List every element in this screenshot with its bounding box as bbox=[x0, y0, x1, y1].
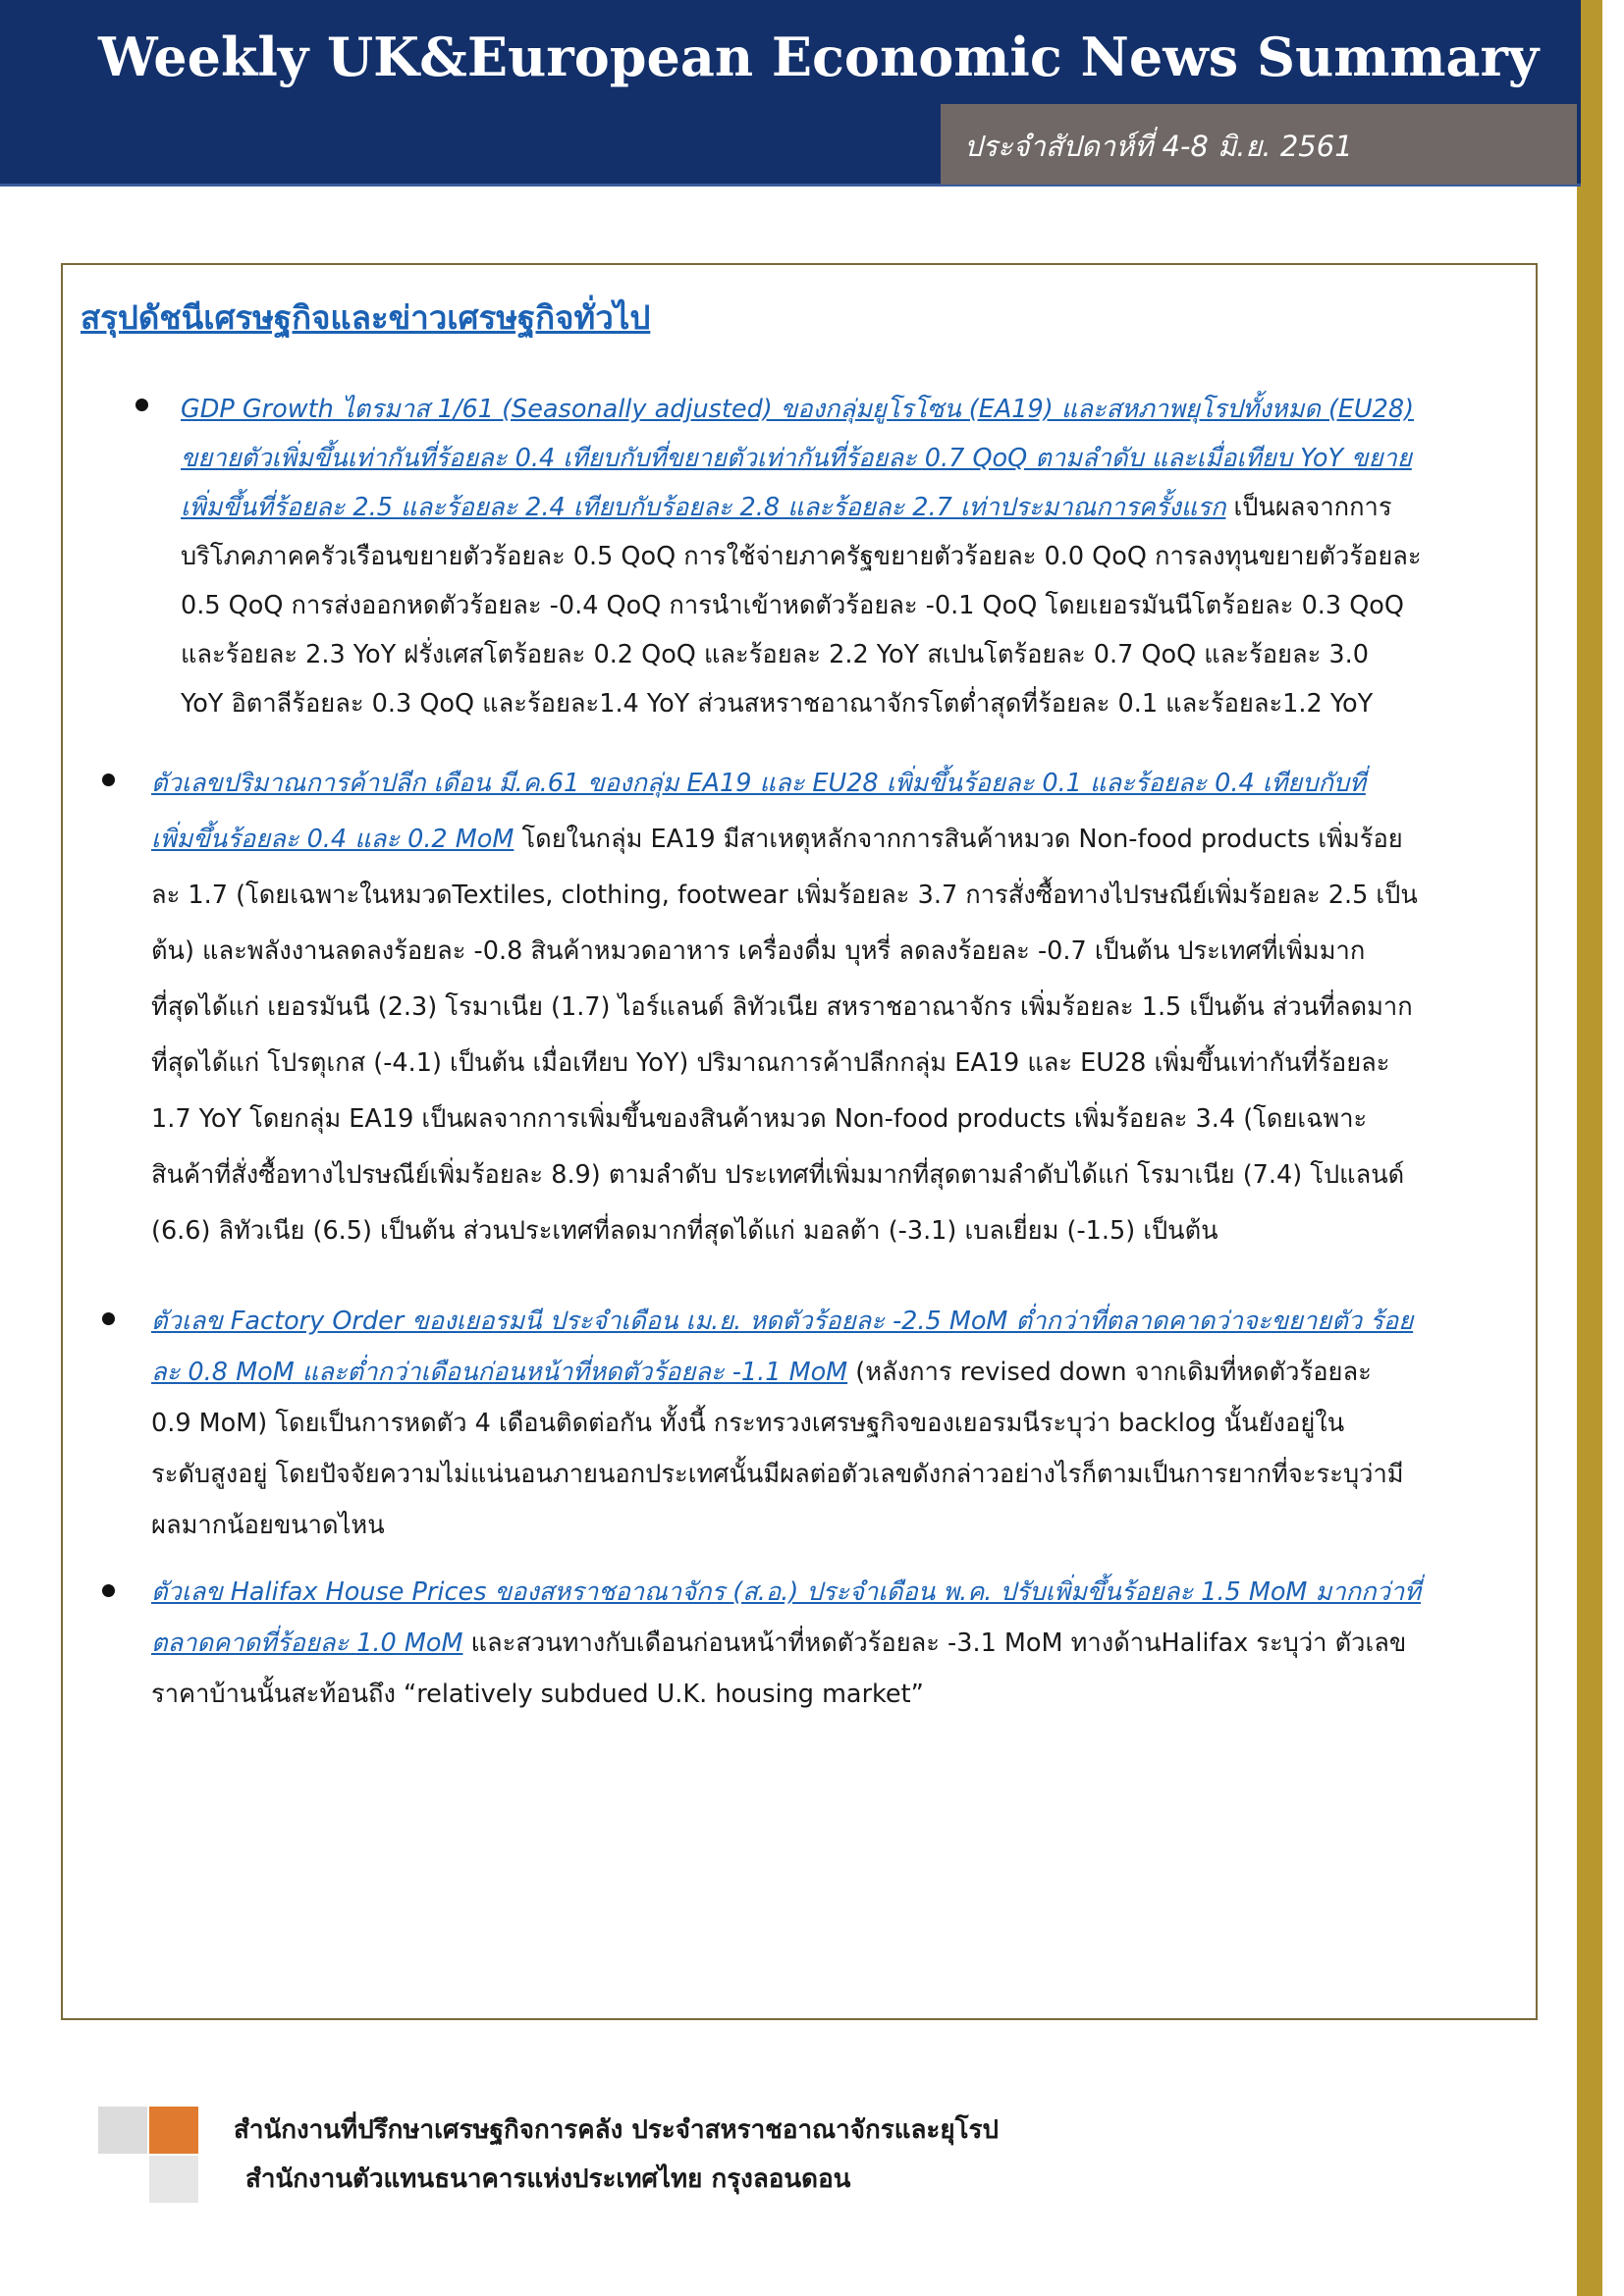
news-item-factory-order bbox=[151, 1296, 1413, 1551]
text-line bbox=[181, 679, 1422, 728]
body-text: ผลมากน้อยขนาดไหน bbox=[151, 1511, 385, 1540]
text-line bbox=[151, 812, 1418, 868]
body-text: (หลังการ revised down จากเดิมที่หดตัวร้อยละ bbox=[847, 1358, 1372, 1387]
page-title: Weekly UK&European Economic News Summary bbox=[98, 26, 1540, 88]
body-text: ละ 1.7 (โดยเฉพาะในหมวดTextiles, clothing, footwear เพิ่มร้อยละ 3.7 การสั่งซื้อทางไปรษณีย์เพิ่มร้อยละ 2.5 เป็น bbox=[151, 881, 1418, 910]
text-line bbox=[151, 868, 1418, 924]
text-line bbox=[151, 1567, 1421, 1618]
bullet-icon bbox=[135, 399, 148, 411]
body-text: ต้น) และพลังงานลดลงร้อยละ -0.8 สินค้าหมวดอาหาร เครื่องดื่ม บุหรี่ ลดลงร้อยละ -0.7 เป็นต้น ประเทศที่เพิ่มมาก bbox=[151, 936, 1366, 966]
body-text: 1.7 YoY โดยกลุ่ม EA19 เป็นผลจากการเพิ่มขึ้นของสินค้าหมวด Non-food products เพิ่มร้อยละ 3.4 (โดยเฉพาะ bbox=[151, 1104, 1368, 1134]
news-item-retail bbox=[151, 756, 1418, 1259]
news-link[interactable]: ตัวเลข Halifax House Prices ของสหราชอาณาจักร (ส.อ.) ประจำเดือน พ.ค. ปรับเพิ่มขึ้นร้อยละ 1.5 MoM มากกว่าที่ bbox=[151, 1577, 1421, 1607]
body-text: เป็นผลจากการ bbox=[1225, 493, 1392, 522]
text-line bbox=[181, 434, 1422, 483]
text-line bbox=[151, 1036, 1418, 1092]
bullet-icon bbox=[102, 774, 115, 786]
text-line bbox=[151, 980, 1418, 1036]
gold-side-strip bbox=[1577, 0, 1602, 2296]
news-item-halifax bbox=[151, 1567, 1421, 1720]
body-text: และร้อยละ 2.3 YoY ฝรั่งเศสโตร้อยละ 0.2 QoQ และร้อยละ 2.2 YoY สเปนโตร้อยละ 0.7 QoQ และร้อยละ 3.0 bbox=[181, 640, 1369, 669]
body-text: ระดับสูงอยู่ โดยปัจจัยความไม่แน่นอนภายนอกประเทศนั้นมีผลต่อตัวเลขดังกล่าวอย่างไรก็ตามเป็นการยากที่จะระบุว่ามี bbox=[151, 1460, 1404, 1489]
body-text: โดยในกลุ่ม EA19 มีสาเหตุหลักจากการสินค้าหมวด Non-food products เพิ่มร้อย bbox=[514, 825, 1403, 854]
news-link[interactable]: ละ 0.8 MoM และต่ำกว่าเดือนก่อนหน้าที่หดตัวร้อยละ -1.1 MoM bbox=[151, 1358, 848, 1387]
text-line bbox=[151, 756, 1418, 812]
header-banner bbox=[0, 0, 1581, 187]
text-line bbox=[181, 385, 1422, 434]
logo-square-light bbox=[149, 2156, 198, 2203]
body-text: ที่สุดได้แก่ โปรตุเกส (-4.1) เป็นต้น เมื่อเทียบ YoY) ปริมาณการค้าปลีกกลุ่ม EA19 และ EU28 เพิ่มขึ้นเท่ากันที่ร้อยละ bbox=[151, 1048, 1390, 1078]
text-line bbox=[151, 1500, 1413, 1551]
text-line bbox=[181, 581, 1422, 630]
footer-bank-office: สำนักงานตัวแทนธนาคารแห่งประเทศไทย กรุงลอนดอน bbox=[245, 2164, 851, 2194]
body-text: 0.9 MoM) โดยเป็นการหดตัว 4 เดือนติดต่อกัน ทั้งนี้ กระทรวงเศรษฐกิจของเยอรมนีระบุว่า backlog นั้นยังอยู่ใน bbox=[151, 1409, 1345, 1438]
text-line bbox=[181, 483, 1422, 532]
text-line bbox=[151, 1148, 1418, 1203]
text-line bbox=[151, 1618, 1421, 1669]
body-text: ที่สุดได้แก่ เยอรมันนี (2.3) โรมาเนีย (1.7) ไอร์แลนด์ ลิทัวเนีย สหราชอาณาจักร เพิ่มร้อยละ 1.5 เป็นต้น ส่วนที่ลดมาก bbox=[151, 992, 1413, 1022]
text-line bbox=[151, 1398, 1413, 1449]
bullet-icon bbox=[102, 1584, 115, 1597]
footer-office-name: สำนักงานที่ปรึกษาเศรษฐกิจการคลัง ประจำสหราชอาณาจักรและยุโรป bbox=[234, 2115, 1000, 2145]
text-line bbox=[181, 630, 1422, 679]
body-text: สินค้าที่สั่งซื้อทางไปรษณีย์เพิ่มร้อยละ 8.9) ตามลำดับ ประเทศที่เพิ่มมากที่สุดตามลำดับได้แก่ โรมาเนีย (7.4) โปแลนด์ bbox=[151, 1160, 1405, 1190]
text-line bbox=[151, 1092, 1418, 1148]
body-text: บริโภคภาคครัวเรือนขยายตัวร้อยละ 0.5 QoQ การใช้จ่ายภาครัฐขยายตัวร้อยละ 0.0 QoQ การลงทุนขยายตัวร้อยละ bbox=[181, 542, 1422, 571]
news-item-gdp bbox=[181, 385, 1422, 728]
text-line bbox=[151, 1203, 1418, 1259]
news-link[interactable]: ขยายตัวเพิ่มขึ้นเท่ากันที่ร้อยละ 0.4 เทียบกับที่ขยายตัวเท่ากันที่ร้อยละ 0.7 QoQ ตามลำดับ และเมื่อเทียบ YoY ขยาย bbox=[181, 444, 1412, 473]
body-text: ราคาบ้านนั้นสะท้อนถึง “relatively subdued U.K. housing market” bbox=[151, 1680, 924, 1709]
date-label: ประจำสัปดาห์ที่ 4-8 มิ.ย. 2561 bbox=[964, 130, 1353, 163]
news-link[interactable]: ตัวเลขปริมาณการค้าปลีก เดือน มี.ค.61 ของกลุ่ม EA19 และ EU28 เพิ่มขึ้นร้อยละ 0.1 และร้อยละ 0.4 เทียบกับที่ bbox=[151, 769, 1366, 798]
date-box bbox=[941, 104, 1577, 185]
news-link[interactable]: เพิ่มขึ้นร้อยละ 0.4 และ 0.2 MoM bbox=[151, 825, 514, 854]
body-text: YoY อิตาลีร้อยละ 0.3 QoQ และร้อยละ1.4 YoY ส่วนสหราชอาณาจักรโตต่ำสุดที่ร้อยละ 0.1 และร้อยละ1.2 YoY bbox=[181, 689, 1374, 719]
news-link[interactable]: ตลาดคาดที่ร้อยละ 1.0 MoM bbox=[151, 1629, 463, 1658]
text-line bbox=[151, 1347, 1413, 1398]
body-text: 0.5 QoQ การส่งออกหดตัวร้อยละ -0.4 QoQ การนำเข้าหดตัวร้อยละ -0.1 QoQ โดยเยอรมันนีโตร้อยละ 0.3 QoQ bbox=[181, 591, 1404, 620]
logo-square-orange bbox=[149, 2107, 198, 2154]
news-link[interactable]: GDP Growth ไตรมาส 1/61 (Seasonally adjusted) ของกลุ่มยูโรโซน (EA19) และสหภาพยุโรปทั้งหมด (EU28) bbox=[181, 395, 1415, 424]
news-link[interactable]: เพิ่มขึ้นที่ร้อยละ 2.5 และร้อยละ 2.4 เทียบกับร้อยละ 2.8 และร้อยละ 2.7 เท่าประมาณการครั้งแรก bbox=[181, 493, 1226, 522]
text-line bbox=[151, 924, 1418, 980]
body-text: (6.6) ลิทัวเนีย (6.5) เป็นต้น ส่วนประเทศที่ลดมากที่สุดได้แก่ มอลต้า (-3.1) เบลเยี่ยม (-1.5) เป็นต้น bbox=[151, 1216, 1218, 1246]
text-line bbox=[151, 1296, 1413, 1347]
text-line bbox=[151, 1669, 1421, 1720]
logo-square-gray bbox=[98, 2107, 147, 2154]
section-heading[interactable]: สรุปดัชนีเศรษฐกิจและข่าวเศรษฐกิจทั่วไป bbox=[81, 298, 651, 337]
text-line bbox=[151, 1449, 1413, 1500]
text-line bbox=[181, 532, 1422, 581]
news-link[interactable]: ตัวเลข Factory Order ของเยอรมนี ประจำเดือน เม.ย. หดตัวร้อยละ -2.5 MoM ต่ำกว่าที่ตลาดคาดว่าจะขยายตัว ร้อย bbox=[151, 1307, 1414, 1336]
body-text: และสวนทางกับเดือนก่อนหน้าที่หดตัวร้อยละ -3.1 MoM ทางด้านHalifax ระบุว่า ตัวเลข bbox=[462, 1629, 1407, 1658]
bullet-icon bbox=[102, 1312, 115, 1325]
